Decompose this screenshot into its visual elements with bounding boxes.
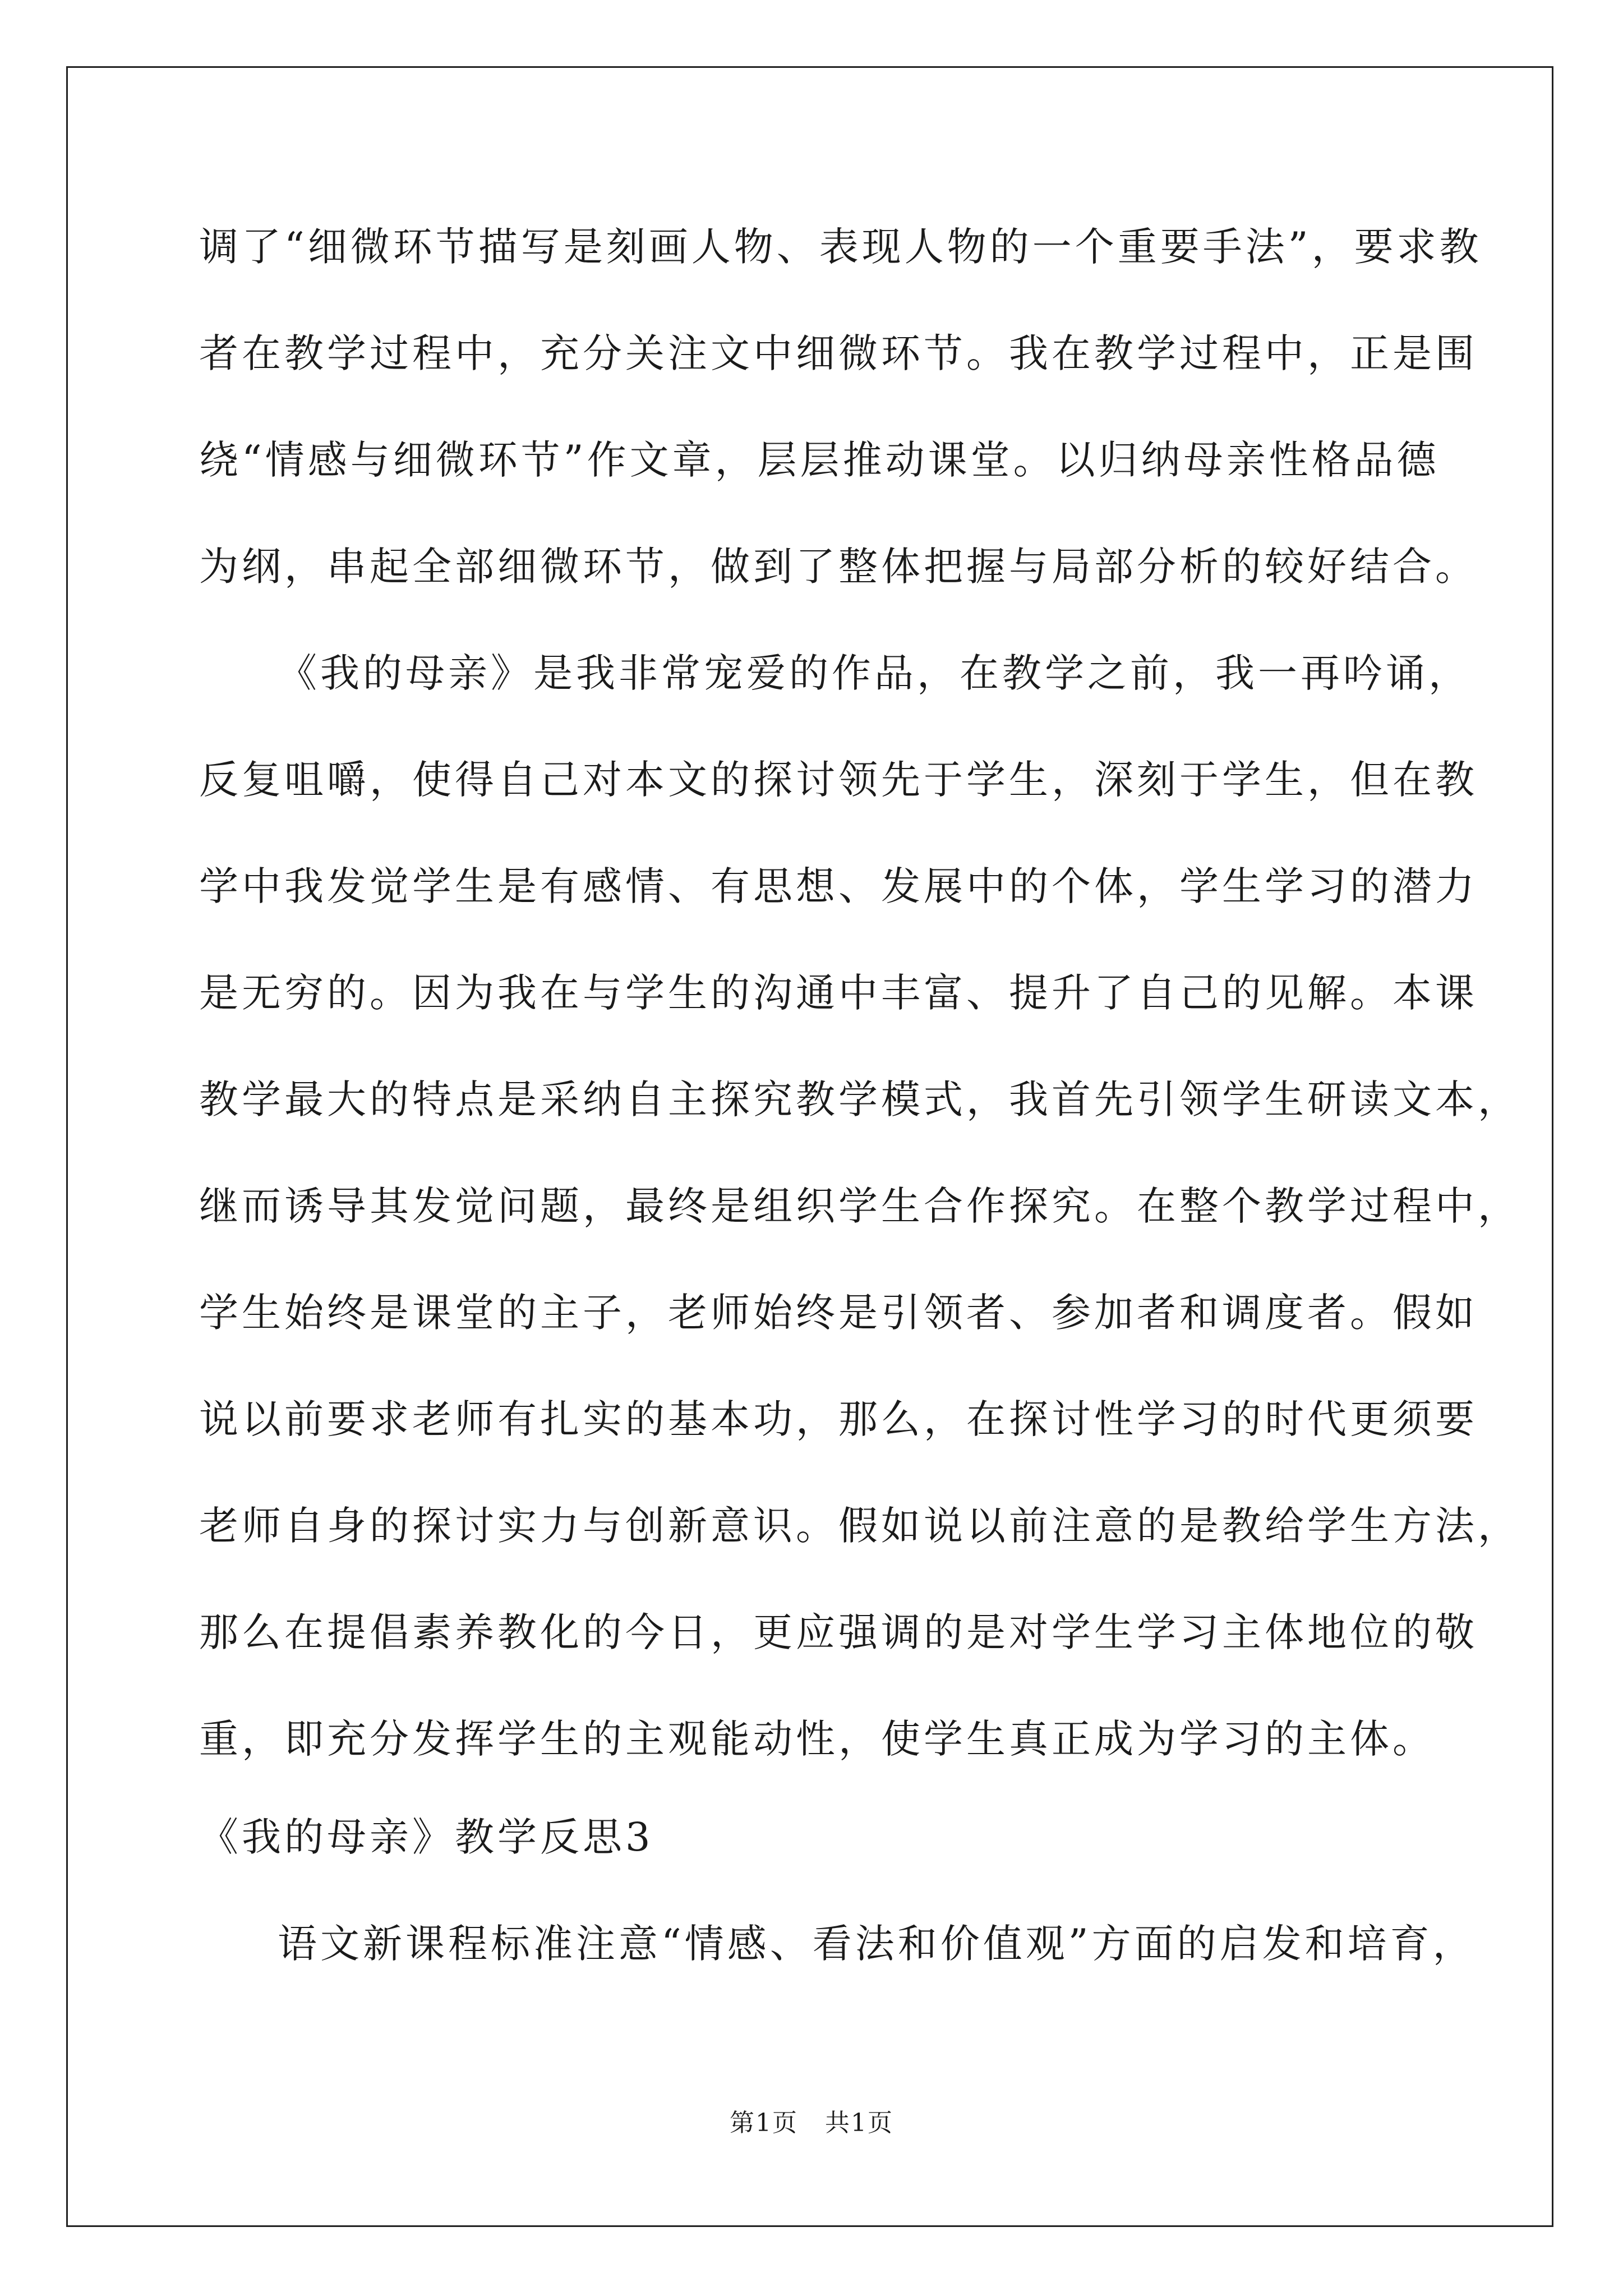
text-line-1: 调了“细微环节描写是刻画人物、表现人物的一个重要手法”，要求教: [199, 224, 1482, 270]
text-line-3: 绕“情感与细微环节”作文章，层层推动课堂。以归纳母亲性格品德: [199, 437, 1440, 483]
text-line-7: 学中我发觉学生是有感情、有思想、发展中的个体，学生学习的潜力: [199, 863, 1478, 909]
text-line-14: 那么在提倡素养教化的今日，更应强调的是对学生学习主体地位的敬: [199, 1609, 1478, 1655]
text-line-6: 反复咀嚼，使得自己对本文的探讨领先于学生，深刻于学生，但在教: [199, 757, 1478, 803]
section-heading: 《我的母亲》教学反思3: [199, 1814, 654, 1860]
text-line-4: 为纲，串起全部细微环节，做到了整体把握与局部分析的较好结合。: [199, 544, 1478, 590]
text-line-8: 是无穷的。因为我在与学生的沟通中丰富、提升了自己的见解。本课: [199, 970, 1478, 1016]
text-line-2: 者在教学过程中，充分关注文中细微环节。我在教学过程中，正是围: [199, 330, 1478, 376]
text-line-13: 老师自身的探讨实力与创新意识。假如说以前注意的是教给学生方法，: [199, 1503, 1520, 1549]
text-line-15: 重，即充分发挥学生的主观能动性，使学生真正成为学习的主体。: [199, 1716, 1435, 1762]
paragraph-start-line-5: 《我的母亲》是我非常宠爱的作品，在教学之前，我一再吟诵，: [278, 650, 1471, 696]
text-line-12: 说以前要求老师有扎实的基本功，那么，在探讨性学习的时代更须要: [199, 1396, 1478, 1442]
page-border: [66, 66, 1553, 2227]
page-footer: 第1页 共1页: [730, 2109, 893, 2137]
text-line-9: 教学最大的特点是采纳自主探究教学模式，我首先引领学生研读文本，: [199, 1076, 1520, 1122]
text-line-11: 学生始终是课堂的主子，老师始终是引领者、参加者和调度者。假如: [199, 1290, 1478, 1336]
text-line-10: 继而诱导其发觉问题，最终是组织学生合作探究。在整个教学过程中，: [199, 1183, 1520, 1229]
paragraph-start-line-17: 语文新课程标准注意“情感、看法和价值观”方面的启发和培育，: [278, 1921, 1476, 1967]
